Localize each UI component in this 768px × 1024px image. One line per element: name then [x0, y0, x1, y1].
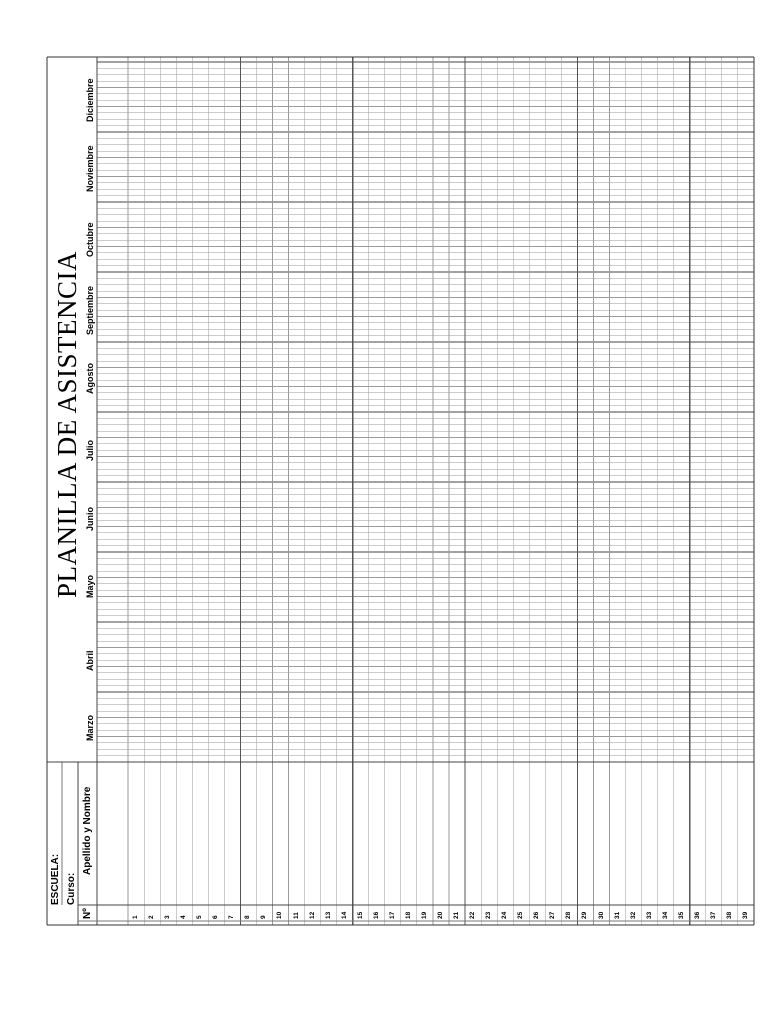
- student-number: 28: [565, 911, 573, 919]
- student-number: 6: [212, 915, 220, 919]
- student-number: 1: [132, 915, 140, 919]
- month-label: Diciembre: [85, 78, 95, 123]
- name-column-header: Apellido y Nombre: [82, 786, 93, 875]
- student-number: 5: [196, 915, 204, 919]
- student-number: 4: [180, 915, 188, 919]
- student-number: 19: [420, 911, 428, 919]
- student-number: 36: [693, 911, 701, 919]
- student-number: 16: [372, 911, 380, 919]
- student-number: 33: [645, 911, 653, 919]
- month-label: Noviembre: [85, 145, 95, 193]
- number-column-header: Nº: [82, 908, 93, 919]
- student-number: 8: [244, 915, 252, 919]
- student-number: 35: [677, 911, 685, 919]
- student-number: 20: [437, 911, 444, 919]
- student-number: 18: [404, 911, 412, 919]
- month-label: Agosto: [85, 362, 95, 394]
- student-number: 27: [549, 911, 557, 919]
- month-label: Mayo: [85, 575, 95, 599]
- student-number: 31: [613, 911, 621, 919]
- month-label: Abril: [85, 650, 95, 671]
- student-number: 29: [581, 911, 589, 919]
- page-title: PLANILLA DE ASISTENCIA: [52, 251, 82, 598]
- student-number: 30: [597, 911, 605, 919]
- student-number: 22: [469, 911, 477, 919]
- student-number: 23: [485, 911, 493, 919]
- student-number: 7: [228, 915, 236, 919]
- month-label: Septiembre: [85, 285, 95, 335]
- student-number: 9: [260, 915, 268, 919]
- student-number: 34: [661, 911, 669, 919]
- student-number: 38: [725, 911, 733, 919]
- school-label: ESCUELA:: [50, 853, 61, 905]
- month-label: Marzo: [85, 714, 95, 741]
- student-number: 37: [709, 911, 717, 919]
- student-number: 3: [164, 915, 172, 919]
- student-number: 39: [741, 911, 749, 919]
- student-number: 24: [501, 911, 509, 919]
- month-label: Junio: [85, 507, 95, 531]
- student-number: 21: [453, 911, 461, 919]
- student-number: 32: [629, 911, 637, 919]
- student-number: 14: [340, 911, 348, 919]
- student-number: 10: [276, 911, 284, 919]
- student-number: 17: [388, 911, 396, 919]
- student-number: 15: [356, 911, 364, 919]
- course-label: Curso:: [66, 872, 77, 905]
- student-number: 2: [148, 915, 156, 919]
- student-number: 11: [292, 912, 300, 919]
- month-label: Julio: [85, 439, 95, 461]
- student-number: 12: [308, 911, 316, 919]
- month-label: Octubre: [85, 222, 95, 257]
- student-number: 26: [533, 911, 541, 919]
- student-number: 25: [517, 911, 525, 919]
- student-number: 13: [324, 911, 332, 919]
